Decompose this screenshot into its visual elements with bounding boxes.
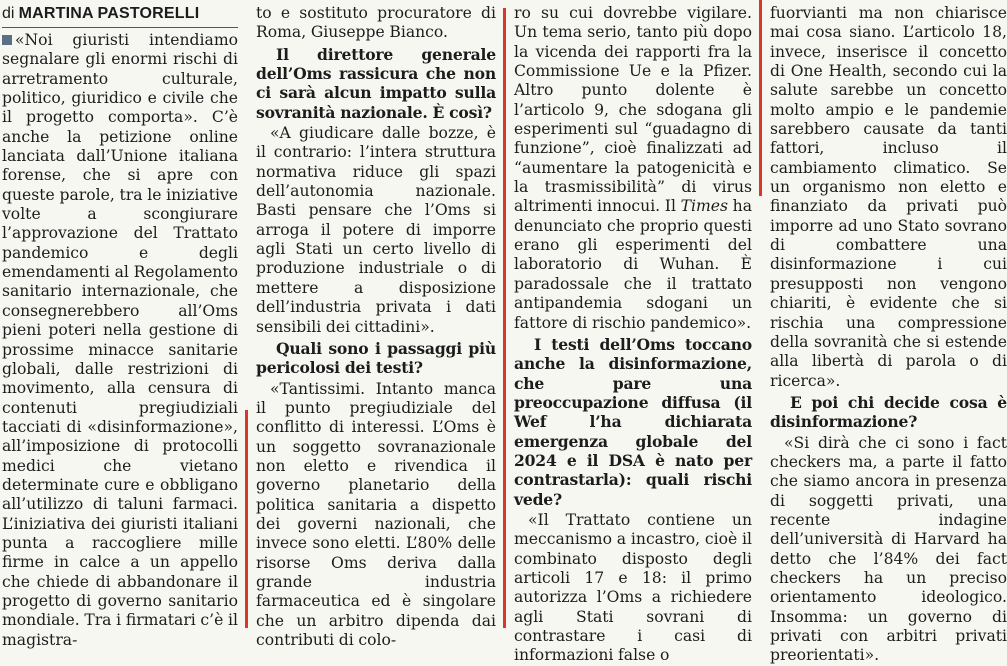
byline-author: MARTINA PASTORELLI bbox=[18, 5, 200, 22]
interview-question: I testi dell’Oms toccano anche la disinformazione, che pare una preoccupazione diffusa (il Wef l’ha dichiarata emergenza globale del 2024 e il DSA è nato per contrastarla): quali rischi vede? bbox=[514, 334, 752, 509]
newspaper-name: Times bbox=[680, 197, 729, 216]
interview-question: E poi chi decide cosa è disinformazione? bbox=[770, 392, 1007, 432]
article-column-3 bbox=[514, 4, 753, 665]
paragraph: fuorvianti ma non chiarisce mai cosa siano. L’articolo 18, invece, inserisce il concetto di One Health, secondo cui la salute sarebbe un concetto molto ampio e le pandemie sarebbero causate da tanti fattori, incluso il cambiamento climatico. Se un organismo non eletto e finanziato da privati può imporre ad uno Stato sovrano di combattere una disinformazione i cui presupposti non vengono chiariti, è evidente che si rischia una compressione della sovranità che si estende alla libertà di parola o di ricerca». bbox=[770, 4, 1007, 390]
byline-prefix: di bbox=[2, 5, 15, 22]
paragraph-text: «Noi giuristi intendiamo segnalare gli enormi rischi di arretramento culturale, politico, giuridico e civile che il progetto comporta». C’è anche la petizione online lanciata dall’Unione italiana forense, che si apre con queste parole, tra le iniziative volte a scongiurare l’approvazione del Trattato pandemico e degli emendamenti al Regolamento sanitario internazionale, che consegnerebbero all’Oms pieni poteri nella gestione di prossime minacce sanitarie globali, dalle restrizioni di movimento, alla censura di contenuti pregiudiziali tacciati di «disinformazione», all’imposizione di protocolli medici che vietano determinate cure e obbligano all’utilizzo di taluni farmaci. L’iniziativa dei giuristi italiani punta a raccogliere mille firme in calce a un appello che chiede di abbandonare il progetto di governo sanitario mondiale. Tra i firmatari c’è il magistra- bbox=[2, 31, 238, 649]
byline bbox=[2, 4, 238, 28]
red-column-rule bbox=[759, 0, 762, 196]
paragraph-text: ro su cui dovrebbe vigilare. Un tema serio, tanto più dopo la vicenda dei rapporti fra la Commissione Ue e la Pfizer. Altro punto dolente è l’articolo 9, che sdogana gli esperimenti sul “guadagno di funzione”, cioè finalizzati ad “aumentare la patogenicità e la trasmissibilità” di virus altrimenti innocui. Il bbox=[514, 4, 752, 216]
red-column-rule bbox=[245, 410, 248, 628]
square-bullet-icon bbox=[2, 35, 12, 45]
paragraph bbox=[514, 4, 752, 333]
interview-question: Quali sono i passaggi più pericolosi dei testi? bbox=[256, 338, 496, 378]
interview-question: Il direttore generale dell’Oms rassicura che non ci sarà alcun impatto sulla sovranità nazionale. È così? bbox=[256, 44, 496, 122]
red-column-rule bbox=[503, 8, 506, 628]
interview-answer: «Il Trattato contiene un meccanismo a incastro, cioè il combinato disposto degli articoli 17 e 18: il primo autorizza l’Oms a richiedere agli Stati sovrani di contrastare i casi di informazioni false o bbox=[514, 510, 752, 665]
article-column-4 bbox=[770, 4, 1007, 665]
paragraph: to e sostituto procuratore di Roma, Giuseppe Bianco. bbox=[256, 4, 496, 42]
lead-paragraph bbox=[2, 31, 238, 650]
article-column-1 bbox=[2, 4, 238, 649]
article-column-2 bbox=[256, 4, 496, 649]
interview-answer: «A giudicare dalle bozze, è il contrario: l’intera struttura normativa riduce gli spazi dell’autonomia nazionale. Basti pensare che l’Oms si arroga il potere di imporre agli Stati un certo livello di produzione industriale o di mettere a disposizione dell’industria privata i dati sensibili dei cittadini». bbox=[256, 124, 496, 336]
paragraph-text: ha denunciato che proprio questi erano gli esperimenti del laboratorio di Wuhan. È paradossale che il trattato antipandemia sdogani un fattore di rischio pandemico». bbox=[514, 197, 753, 332]
interview-answer: «Tantissimi. Intanto manca il punto pregiudiziale del conflitto di interessi. L’Oms è un soggetto sovranazionale non eletto e rivendica il governo planetario della politica sanitaria a dispetto dei governi nazionali, che invece sono eletti. L’80% delle risorse Oms deriva dalla grande industria farmaceutica ed è singolare che un arbitro dipenda dai contributi di colo- bbox=[256, 379, 496, 649]
interview-answer: «Si dirà che ci sono i fact checkers ma, a parte il fatto che siamo ancora in presenza di soggetti privati, una recente indagine dell’università di Harvard ha detto che l’84% dei fact checkers ha un preciso orientamento ideologico. Insomma: un governo di privati con arbitri privati preorientati». bbox=[770, 433, 1007, 665]
